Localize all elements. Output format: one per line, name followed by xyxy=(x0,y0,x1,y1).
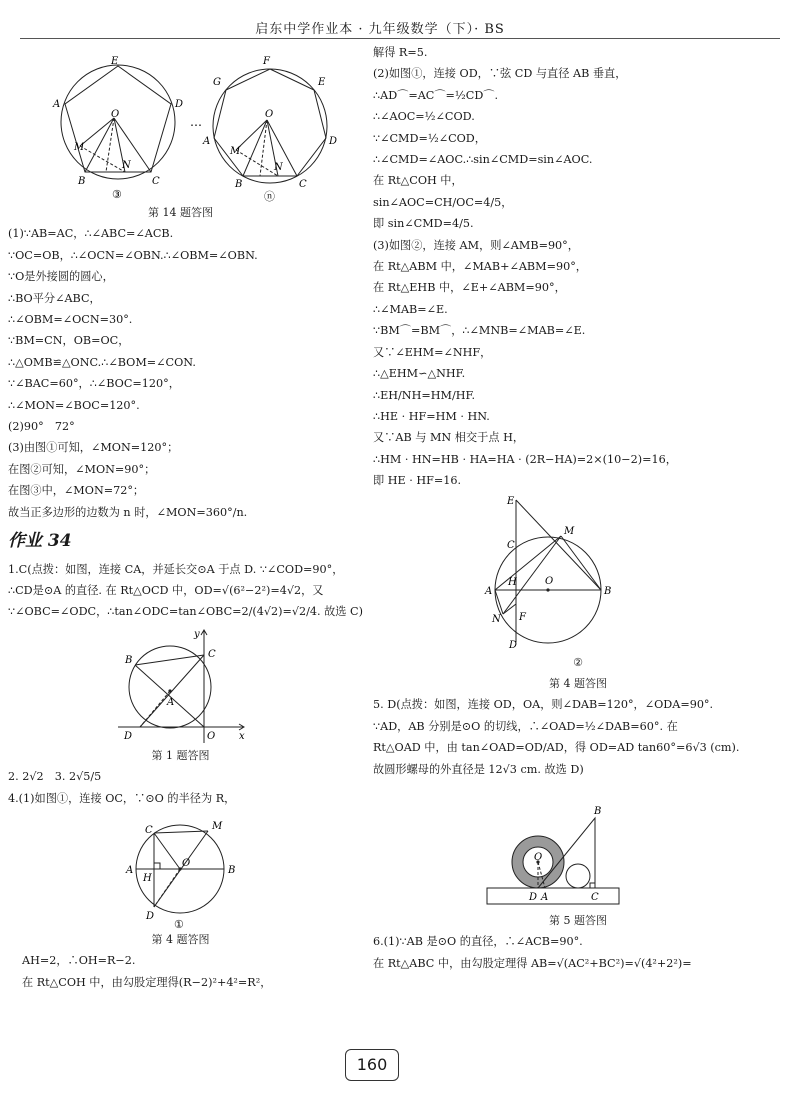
text-line: ∵BM=CN，OB=OC， xyxy=(8,334,130,348)
label-N: N xyxy=(122,160,131,171)
q1-solution xyxy=(8,559,363,623)
page-number: 160 xyxy=(345,1049,399,1081)
text-line: 在图③中，∠MON=72°； xyxy=(8,484,145,498)
label-A: A xyxy=(541,891,549,903)
text-line: (3)如图②，连接 AM，则∠AMB=90°， xyxy=(373,238,579,252)
q4-solution-cont xyxy=(373,42,783,492)
q2-q4-solution xyxy=(8,766,353,809)
label-B: B xyxy=(78,176,86,187)
label-D2: D xyxy=(329,136,338,147)
figure-14-polygon-n xyxy=(213,69,327,183)
text-line: ∴BO平分∠ABC， xyxy=(8,291,101,305)
label-F: F xyxy=(263,56,270,67)
label-B: B xyxy=(594,805,602,817)
label-A: A xyxy=(485,585,493,597)
q5-solution xyxy=(373,694,783,780)
text-line: ∴CD是⊙A 的直径. 在 Rt△OCD 中，OD=√(6²−2²)=4√2，又 xyxy=(8,583,324,597)
text-line: ∴∠MAB=∠E. xyxy=(373,302,448,316)
label-y: y xyxy=(194,628,200,640)
text-line: ∴∠OBM=∠OCN=30°. xyxy=(8,313,133,327)
q14-solution xyxy=(8,223,353,523)
figure-4-caption-left: 第 4 题答图 xyxy=(151,932,210,946)
label-C: C xyxy=(145,824,153,836)
label-E2: E xyxy=(318,77,326,88)
label-O: O xyxy=(182,857,191,869)
text-line: (2)如图①，连接 OD，∵弦 CD 与直径 AB 垂直， xyxy=(373,67,627,81)
figure-mark-n: ⓝ xyxy=(264,190,275,202)
figure-5-caption: 第 5 题答图 xyxy=(549,913,607,927)
page-header: 启东中学作业本 · 九年级数学（下）· BS xyxy=(255,22,505,37)
figure-mark-3: ③ xyxy=(112,188,122,201)
text-line: 又∵AB 与 MN 相交于点 H， xyxy=(373,431,525,445)
text-line: 解得 R=5. xyxy=(373,46,428,59)
text-line: ∵AD，AB 分别是⊙O 的切线，∴∠OAD=½∠DAB=60°. 在 xyxy=(373,719,678,733)
label-N: N xyxy=(492,613,501,625)
label-O: O xyxy=(534,851,543,863)
text-line: ∴EH/NH=HM/HF. xyxy=(373,388,476,402)
q6-solution xyxy=(373,931,783,974)
label-E: E xyxy=(111,56,119,67)
q4-solution-start xyxy=(8,950,353,993)
text-line: ∵∠BAC=60°，∴∠BOC=120°， xyxy=(8,377,180,391)
left-column xyxy=(8,42,363,993)
label-B: B xyxy=(125,654,133,666)
text-line: ∴HM · HN=HB · HA=HA · (2R−HA)=2×(10−2)=16， xyxy=(373,452,677,466)
label-M2: M xyxy=(230,146,241,157)
figure-mark-1: ① xyxy=(174,917,184,929)
figure-14-caption: 第 14 题答图 xyxy=(148,206,213,219)
text-line: 在 Rt△EHB 中，∠E+∠ABM=90°， xyxy=(373,281,566,295)
text-line: 故圆形螺母的外直径是 12√3 cm. 故选 D) xyxy=(373,762,584,776)
figure-14 xyxy=(8,42,353,202)
text-line: AH=2，∴OH=R−2. xyxy=(22,954,136,968)
label-M: M xyxy=(212,820,223,832)
figure-5 xyxy=(373,780,783,910)
text-line: 在图②可知，∠MON=90°； xyxy=(8,462,156,476)
label-O2: O xyxy=(265,109,274,120)
header-rule xyxy=(20,38,780,39)
label-x: x xyxy=(239,730,245,742)
label-M: M xyxy=(564,525,575,537)
label-D: D xyxy=(146,910,155,922)
label-D: D xyxy=(509,639,518,651)
text-line: ∵O是外接圆的圆心， xyxy=(8,270,114,284)
text-line: ∵∠CMD=½∠COD， xyxy=(373,131,486,145)
label-F: F xyxy=(519,611,526,623)
label-C: C xyxy=(152,176,160,187)
figure-mark-2: ② xyxy=(573,655,583,669)
label-M: M xyxy=(74,142,85,153)
text-line: Rt△OAD 中，由 tan∠OAD=OD/AD，得 OD=AD tan60°=6√3 (cm). xyxy=(373,741,740,755)
figure-4-caption-right: 第 4 题答图 xyxy=(549,676,607,690)
figure-14-pentagon xyxy=(61,65,175,179)
text-line: 1.C(点拨：如图，连接 CA，并延长交⊙A 于点 D. ∵∠COD=90°， xyxy=(8,562,344,576)
text-line: ∴AD⌒=AC⌒=½CD⌒. xyxy=(373,88,499,102)
text-line: 故当正多边形的边数为 n 时，∠MON=360°/n. xyxy=(8,505,248,519)
text-line: ∴∠MON=∠BOC=120°. xyxy=(8,398,140,412)
label-O: O xyxy=(545,575,554,587)
label-N2: N xyxy=(274,162,283,173)
text-line: 在 Rt△ABC 中，由勾股定理得 AB=√(AC²+BC²)=√(4²+2²)= xyxy=(373,956,692,970)
label-B2: B xyxy=(235,179,243,190)
figure-1-caption: 第 1 题答图 xyxy=(151,748,210,762)
label-B: B xyxy=(228,864,236,876)
text-line: ∴∠AOC=½∠COD. xyxy=(373,110,475,124)
label-C2: C xyxy=(299,179,307,190)
label-A: A xyxy=(53,99,61,110)
label-C: C xyxy=(507,539,515,551)
text-line: 在 Rt△COH 中，由勾股定理得(R−2)²+4²=R²， xyxy=(22,975,272,989)
text-line: ∵OC=OB，∴∠OCN=∠OBN.∴∠OBM=∠OBN. xyxy=(8,248,258,262)
right-column xyxy=(373,42,783,974)
text-line: ∵∠OBC=∠ODC，∴tan∠ODC=tan∠OBC=2/(4√2)=√2/4. 故选 C) xyxy=(8,605,363,619)
figure-4-2 xyxy=(373,492,783,652)
label-C: C xyxy=(591,891,599,903)
text-line: 在 Rt△COH 中， xyxy=(373,174,463,188)
text-line: 又∵∠EHM=∠NHF， xyxy=(373,345,492,359)
text-line: (2)90° 72° xyxy=(8,420,75,434)
text-line: (3)由图①可知，∠MON=120°； xyxy=(8,441,179,455)
label-D: D xyxy=(124,730,133,742)
label-D: D xyxy=(529,891,538,903)
label-D: D xyxy=(175,99,184,110)
text-line: 6.(1)∵AB 是⊙O 的直径，∴∠ACB=90°. xyxy=(373,935,583,949)
text-line: (1)∵AB=AC，∴∠ABC=∠ACB. xyxy=(8,227,174,241)
text-line: 即 HE · HF=16. xyxy=(373,474,462,488)
label-E: E xyxy=(507,495,515,507)
text-line: ∴△OMB≌△ONC.∴∠BOM=∠CON. xyxy=(8,355,196,369)
label-B: B xyxy=(604,585,612,597)
label-H: H xyxy=(508,576,517,588)
label-O: O xyxy=(207,730,216,742)
label-A2: A xyxy=(203,136,211,147)
label-O: O xyxy=(111,109,120,120)
text-line: 5. D(点拨：如图，连接 OD，OA，则∠DAB=120°，∠ODA=90°. xyxy=(373,698,714,712)
label-H: H xyxy=(143,872,152,884)
text-line: sin∠AOC=CH/OC=4/5， xyxy=(373,195,513,209)
text-line: ∵BM⌒=BM⌒，∴∠MNB=∠MAB=∠E. xyxy=(373,324,586,338)
label-G: G xyxy=(213,77,221,88)
figure-4-1 xyxy=(8,809,353,929)
text-line: ∴∠CMD=∠AOC.∴sin∠CMD=sin∠AOC. xyxy=(373,153,593,167)
text-line: ∴HE · HF=HM · HN. xyxy=(373,409,490,423)
label-A: A xyxy=(126,864,134,876)
text-line: ∴△EHM∽△NHF. xyxy=(373,367,466,381)
figure-1 xyxy=(8,625,353,745)
text-line: 4.(1)如图①，连接 OC，∵⊙O 的半径为 R， xyxy=(8,791,236,805)
text-line: 2. 2√2 3. 2√5/5 xyxy=(8,770,102,784)
text-line: 即 sin∠CMD=4/5. xyxy=(373,217,474,231)
label-C: C xyxy=(208,648,216,660)
text-line: 在 Rt△ABM 中，∠MAB+∠ABM=90°， xyxy=(373,260,587,274)
ellipsis: … xyxy=(190,115,202,129)
label-A: A xyxy=(167,696,175,708)
section-title: 作业 34 xyxy=(8,531,72,552)
